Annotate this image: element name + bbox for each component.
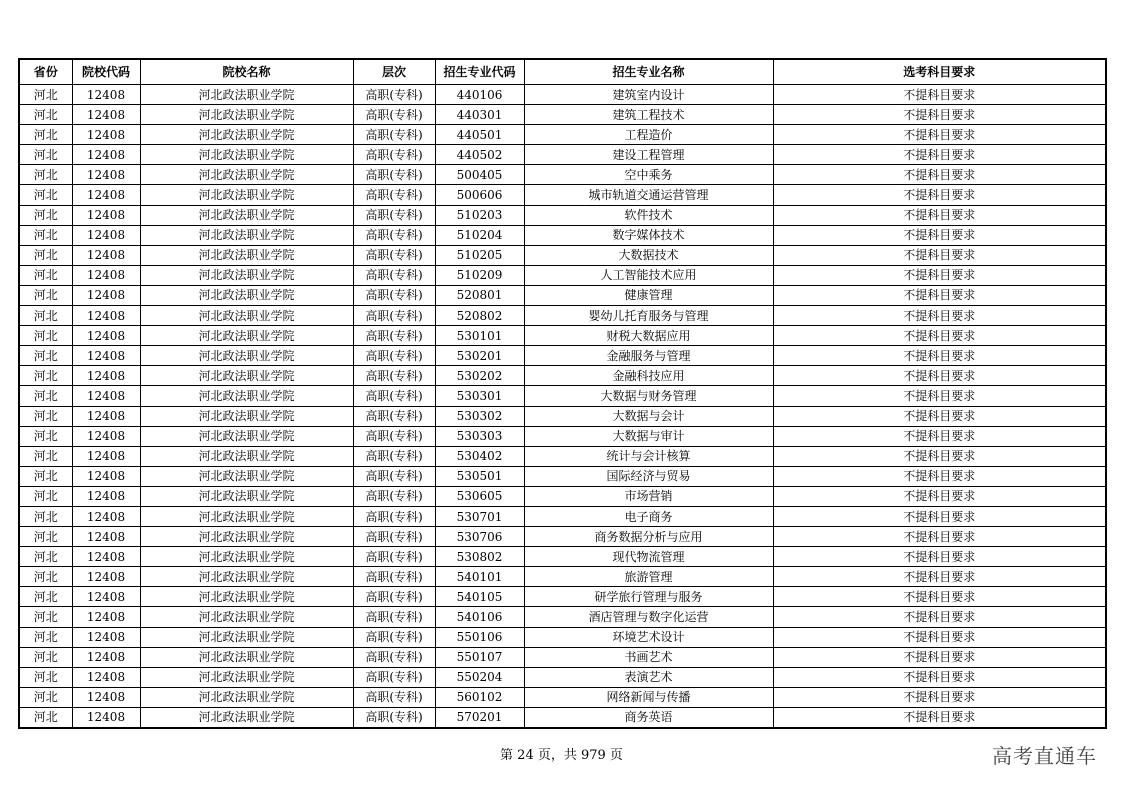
cell-subject-requirement: 不提科目要求 [773, 306, 1106, 326]
table-row [19, 506, 1106, 526]
cell-school-name: 河北政法职业学院 [140, 326, 353, 346]
cell-province: 河北 [19, 125, 72, 145]
cell-level: 高职(专科) [353, 426, 435, 446]
cell-major-code: 510209 [435, 265, 524, 285]
cell-major-name: 软件技术 [524, 205, 773, 225]
cell-province: 河北 [19, 225, 72, 245]
cell-major-code: 530202 [435, 366, 524, 386]
cell-school-name: 河北政法职业学院 [140, 547, 353, 567]
cell-subject-requirement: 不提科目要求 [773, 527, 1106, 547]
cell-subject-requirement: 不提科目要求 [773, 547, 1106, 567]
watermark-logo-text: 高考直通车 [992, 744, 1097, 768]
cell-school-code: 12408 [72, 145, 140, 165]
cell-province: 河北 [19, 285, 72, 305]
cell-school-name: 河北政法职业学院 [140, 185, 353, 205]
cell-province: 河北 [19, 547, 72, 567]
cell-school-name: 河北政法职业学院 [140, 386, 353, 406]
cell-major-name: 建设工程管理 [524, 145, 773, 165]
cell-level: 高职(专科) [353, 366, 435, 386]
table-row [19, 667, 1106, 687]
admissions-table [18, 58, 1107, 729]
cell-major-name: 大数据与审计 [524, 426, 773, 446]
cell-major-code: 530301 [435, 386, 524, 406]
cell-province: 河北 [19, 366, 72, 386]
table-row [19, 346, 1106, 366]
cell-school-name: 河北政法职业学院 [140, 587, 353, 607]
table-row [19, 466, 1106, 486]
cell-school-code: 12408 [72, 225, 140, 245]
cell-major-name: 建筑工程技术 [524, 105, 773, 125]
cell-level: 高职(专科) [353, 587, 435, 607]
cell-subject-requirement: 不提科目要求 [773, 366, 1106, 386]
cell-major-name: 人工智能技术应用 [524, 265, 773, 285]
cell-subject-requirement: 不提科目要求 [773, 205, 1106, 225]
cell-school-name: 河北政法职业学院 [140, 165, 353, 185]
cell-subject-requirement: 不提科目要求 [773, 386, 1106, 406]
cell-school-name: 河北政法职业学院 [140, 607, 353, 627]
cell-school-code: 12408 [72, 366, 140, 386]
table-row [19, 527, 1106, 547]
cell-major-name: 大数据技术 [524, 245, 773, 265]
table-row [19, 165, 1106, 185]
cell-major-code: 550204 [435, 667, 524, 687]
cell-school-code: 12408 [72, 185, 140, 205]
cell-major-name: 网络新闻与传播 [524, 687, 773, 707]
cell-major-code: 530303 [435, 426, 524, 446]
cell-school-code: 12408 [72, 265, 140, 285]
column-header-major-name: 招生专业名称 [524, 59, 773, 85]
cell-major-name: 商务英语 [524, 707, 773, 728]
table-body [19, 85, 1106, 729]
cell-level: 高职(专科) [353, 346, 435, 366]
cell-level: 高职(专科) [353, 265, 435, 285]
cell-school-name: 河北政法职业学院 [140, 346, 353, 366]
table-row [19, 145, 1106, 165]
cell-subject-requirement: 不提科目要求 [773, 145, 1106, 165]
cell-major-name: 电子商务 [524, 506, 773, 526]
cell-school-code: 12408 [72, 587, 140, 607]
column-header-school-code: 院校代码 [72, 59, 140, 85]
table-row [19, 306, 1106, 326]
cell-school-code: 12408 [72, 326, 140, 346]
table-row [19, 285, 1106, 305]
cell-major-code: 530802 [435, 547, 524, 567]
cell-major-name: 健康管理 [524, 285, 773, 305]
table-row [19, 547, 1106, 567]
cell-level: 高职(专科) [353, 667, 435, 687]
cell-subject-requirement: 不提科目要求 [773, 285, 1106, 305]
cell-school-name: 河北政法职业学院 [140, 687, 353, 707]
cell-subject-requirement: 不提科目要求 [773, 667, 1106, 687]
table-row [19, 245, 1106, 265]
cell-province: 河北 [19, 346, 72, 366]
cell-province: 河北 [19, 245, 72, 265]
cell-school-name: 河北政法职业学院 [140, 446, 353, 466]
cell-school-name: 河北政法职业学院 [140, 627, 353, 647]
cell-school-code: 12408 [72, 547, 140, 567]
cell-major-name: 研学旅行管理与服务 [524, 587, 773, 607]
cell-major-name: 旅游管理 [524, 567, 773, 587]
cell-subject-requirement: 不提科目要求 [773, 466, 1106, 486]
cell-subject-requirement: 不提科目要求 [773, 125, 1106, 145]
cell-major-name: 财税大数据应用 [524, 326, 773, 346]
cell-major-name: 数字媒体技术 [524, 225, 773, 245]
cell-major-code: 520802 [435, 306, 524, 326]
cell-province: 河北 [19, 165, 72, 185]
cell-school-code: 12408 [72, 567, 140, 587]
cell-subject-requirement: 不提科目要求 [773, 627, 1106, 647]
cell-school-name: 河北政法职业学院 [140, 506, 353, 526]
cell-level: 高职(专科) [353, 466, 435, 486]
cell-major-name: 环境艺术设计 [524, 627, 773, 647]
cell-school-name: 河北政法职业学院 [140, 306, 353, 326]
cell-level: 高职(专科) [353, 326, 435, 346]
cell-province: 河北 [19, 506, 72, 526]
cell-subject-requirement: 不提科目要求 [773, 346, 1106, 366]
cell-school-name: 河北政法职业学院 [140, 466, 353, 486]
cell-level: 高职(专科) [353, 285, 435, 305]
cell-major-code: 530201 [435, 346, 524, 366]
cell-level: 高职(专科) [353, 627, 435, 647]
cell-school-code: 12408 [72, 446, 140, 466]
cell-major-code: 440502 [435, 145, 524, 165]
cell-level: 高职(专科) [353, 85, 435, 105]
cell-school-code: 12408 [72, 105, 140, 125]
table-row [19, 185, 1106, 205]
cell-province: 河北 [19, 205, 72, 225]
cell-school-name: 河北政法职业学院 [140, 567, 353, 587]
cell-major-code: 530701 [435, 506, 524, 526]
cell-school-name: 河北政法职业学院 [140, 205, 353, 225]
cell-level: 高职(专科) [353, 165, 435, 185]
cell-subject-requirement: 不提科目要求 [773, 607, 1106, 627]
cell-province: 河北 [19, 527, 72, 547]
cell-major-name: 建筑室内设计 [524, 85, 773, 105]
cell-level: 高职(专科) [353, 707, 435, 728]
table-row [19, 647, 1106, 667]
cell-province: 河北 [19, 627, 72, 647]
cell-subject-requirement: 不提科目要求 [773, 506, 1106, 526]
table-row [19, 205, 1106, 225]
cell-major-code: 540105 [435, 587, 524, 607]
cell-school-code: 12408 [72, 285, 140, 305]
cell-major-code: 550107 [435, 647, 524, 667]
cell-subject-requirement: 不提科目要求 [773, 406, 1106, 426]
cell-subject-requirement: 不提科目要求 [773, 707, 1106, 728]
cell-school-name: 河北政法职业学院 [140, 125, 353, 145]
column-header-major-code: 招生专业代码 [435, 59, 524, 85]
cell-province: 河北 [19, 707, 72, 728]
cell-school-code: 12408 [72, 165, 140, 185]
cell-major-code: 570201 [435, 707, 524, 728]
cell-major-name: 统计与会计核算 [524, 446, 773, 466]
cell-school-code: 12408 [72, 426, 140, 446]
cell-subject-requirement: 不提科目要求 [773, 486, 1106, 506]
cell-school-code: 12408 [72, 707, 140, 728]
cell-major-name: 城市轨道交通运营管理 [524, 185, 773, 205]
table-row [19, 567, 1106, 587]
cell-major-code: 540106 [435, 607, 524, 627]
cell-major-name: 金融服务与管理 [524, 346, 773, 366]
cell-school-name: 河北政法职业学院 [140, 486, 353, 506]
column-header-level: 层次 [353, 59, 435, 85]
cell-school-code: 12408 [72, 346, 140, 366]
header-row [19, 59, 1106, 85]
table-row [19, 225, 1106, 245]
table-row [19, 486, 1106, 506]
cell-major-code: 530605 [435, 486, 524, 506]
cell-major-name: 空中乘务 [524, 165, 773, 185]
cell-level: 高职(专科) [353, 567, 435, 587]
cell-major-name: 酒店管理与数字化运营 [524, 607, 773, 627]
table-header [19, 59, 1106, 85]
cell-major-code: 440106 [435, 85, 524, 105]
cell-province: 河北 [19, 145, 72, 165]
cell-province: 河北 [19, 486, 72, 506]
cell-school-code: 12408 [72, 306, 140, 326]
cell-subject-requirement: 不提科目要求 [773, 105, 1106, 125]
cell-school-code: 12408 [72, 667, 140, 687]
cell-school-code: 12408 [72, 486, 140, 506]
cell-level: 高职(专科) [353, 486, 435, 506]
column-header-school-name: 院校名称 [140, 59, 353, 85]
table-row [19, 687, 1106, 707]
cell-school-code: 12408 [72, 527, 140, 547]
cell-major-name: 国际经济与贸易 [524, 466, 773, 486]
page-number: 第 24 页，共 979 页 [500, 748, 623, 763]
column-header-province: 省份 [19, 59, 72, 85]
cell-school-name: 河北政法职业学院 [140, 647, 353, 667]
cell-level: 高职(专科) [353, 245, 435, 265]
cell-school-name: 河北政法职业学院 [140, 366, 353, 386]
cell-province: 河北 [19, 426, 72, 446]
cell-major-code: 500405 [435, 165, 524, 185]
cell-school-name: 河北政法职业学院 [140, 406, 353, 426]
cell-major-code: 530101 [435, 326, 524, 346]
cell-province: 河北 [19, 105, 72, 125]
cell-major-code: 530501 [435, 466, 524, 486]
cell-subject-requirement: 不提科目要求 [773, 687, 1106, 707]
cell-major-code: 530402 [435, 446, 524, 466]
cell-province: 河北 [19, 607, 72, 627]
table-row [19, 326, 1106, 346]
cell-level: 高职(专科) [353, 547, 435, 567]
table-row [19, 105, 1106, 125]
table-row [19, 366, 1106, 386]
cell-major-name: 大数据与财务管理 [524, 386, 773, 406]
cell-school-name: 河北政法职业学院 [140, 285, 353, 305]
cell-major-code: 440501 [435, 125, 524, 145]
cell-major-name: 市场营销 [524, 486, 773, 506]
cell-major-code: 540101 [435, 567, 524, 587]
cell-school-code: 12408 [72, 506, 140, 526]
cell-major-name: 大数据与会计 [524, 406, 773, 426]
cell-province: 河北 [19, 647, 72, 667]
cell-school-name: 河北政法职业学院 [140, 85, 353, 105]
cell-school-name: 河北政法职业学院 [140, 707, 353, 728]
cell-province: 河北 [19, 85, 72, 105]
cell-level: 高职(专科) [353, 225, 435, 245]
cell-school-code: 12408 [72, 627, 140, 647]
cell-school-name: 河北政法职业学院 [140, 225, 353, 245]
cell-school-code: 12408 [72, 125, 140, 145]
cell-province: 河北 [19, 185, 72, 205]
table-row [19, 446, 1106, 466]
cell-subject-requirement: 不提科目要求 [773, 446, 1106, 466]
cell-major-name: 金融科技应用 [524, 366, 773, 386]
cell-level: 高职(专科) [353, 687, 435, 707]
cell-province: 河北 [19, 587, 72, 607]
column-header-subject-requirement: 选考科目要求 [773, 59, 1106, 85]
cell-province: 河北 [19, 326, 72, 346]
cell-school-name: 河北政法职业学院 [140, 105, 353, 125]
cell-level: 高职(专科) [353, 105, 435, 125]
cell-major-code: 530706 [435, 527, 524, 547]
cell-subject-requirement: 不提科目要求 [773, 567, 1106, 587]
cell-subject-requirement: 不提科目要求 [773, 265, 1106, 285]
cell-subject-requirement: 不提科目要求 [773, 225, 1106, 245]
table-row [19, 607, 1106, 627]
cell-major-name: 婴幼儿托育服务与管理 [524, 306, 773, 326]
cell-province: 河北 [19, 667, 72, 687]
table-row [19, 125, 1106, 145]
cell-subject-requirement: 不提科目要求 [773, 85, 1106, 105]
table-row [19, 85, 1106, 105]
cell-school-code: 12408 [72, 607, 140, 627]
cell-major-code: 550106 [435, 627, 524, 647]
cell-major-name: 现代物流管理 [524, 547, 773, 567]
cell-level: 高职(专科) [353, 185, 435, 205]
cell-school-code: 12408 [72, 647, 140, 667]
cell-major-code: 510203 [435, 205, 524, 225]
cell-school-name: 河北政法职业学院 [140, 527, 353, 547]
cell-school-code: 12408 [72, 466, 140, 486]
cell-major-code: 440301 [435, 105, 524, 125]
cell-province: 河北 [19, 446, 72, 466]
cell-school-code: 12408 [72, 406, 140, 426]
cell-province: 河北 [19, 567, 72, 587]
cell-level: 高职(专科) [353, 406, 435, 426]
cell-province: 河北 [19, 306, 72, 326]
cell-major-code: 530302 [435, 406, 524, 426]
cell-school-code: 12408 [72, 386, 140, 406]
cell-school-code: 12408 [72, 205, 140, 225]
table-row [19, 627, 1106, 647]
cell-level: 高职(专科) [353, 446, 435, 466]
cell-school-name: 河北政法职业学院 [140, 667, 353, 687]
cell-school-name: 河北政法职业学院 [140, 245, 353, 265]
cell-major-code: 510205 [435, 245, 524, 265]
table-row [19, 707, 1106, 728]
cell-school-name: 河北政法职业学院 [140, 265, 353, 285]
cell-major-name: 书画艺术 [524, 647, 773, 667]
cell-province: 河北 [19, 466, 72, 486]
table-row [19, 406, 1106, 426]
cell-level: 高职(专科) [353, 145, 435, 165]
cell-subject-requirement: 不提科目要求 [773, 647, 1106, 667]
cell-school-code: 12408 [72, 245, 140, 265]
table-row [19, 426, 1106, 446]
cell-level: 高职(专科) [353, 205, 435, 225]
cell-province: 河北 [19, 406, 72, 426]
cell-province: 河北 [19, 265, 72, 285]
table-row [19, 386, 1106, 406]
cell-subject-requirement: 不提科目要求 [773, 165, 1106, 185]
cell-province: 河北 [19, 386, 72, 406]
cell-level: 高职(专科) [353, 125, 435, 145]
cell-level: 高职(专科) [353, 386, 435, 406]
table-row [19, 587, 1106, 607]
cell-subject-requirement: 不提科目要求 [773, 326, 1106, 346]
cell-subject-requirement: 不提科目要求 [773, 245, 1106, 265]
cell-subject-requirement: 不提科目要求 [773, 185, 1106, 205]
cell-major-code: 500606 [435, 185, 524, 205]
cell-province: 河北 [19, 687, 72, 707]
cell-major-name: 工程造价 [524, 125, 773, 145]
cell-major-name: 表演艺术 [524, 667, 773, 687]
cell-school-name: 河北政法职业学院 [140, 426, 353, 446]
table-row [19, 265, 1106, 285]
cell-level: 高职(专科) [353, 527, 435, 547]
cell-subject-requirement: 不提科目要求 [773, 426, 1106, 446]
cell-level: 高职(专科) [353, 647, 435, 667]
cell-major-code: 510204 [435, 225, 524, 245]
cell-subject-requirement: 不提科目要求 [773, 587, 1106, 607]
cell-school-code: 12408 [72, 687, 140, 707]
cell-level: 高职(专科) [353, 306, 435, 326]
cell-school-name: 河北政法职业学院 [140, 145, 353, 165]
cell-level: 高职(专科) [353, 607, 435, 627]
cell-major-code: 520801 [435, 285, 524, 305]
cell-school-code: 12408 [72, 85, 140, 105]
cell-level: 高职(专科) [353, 506, 435, 526]
cell-major-name: 商务数据分析与应用 [524, 527, 773, 547]
cell-major-code: 560102 [435, 687, 524, 707]
